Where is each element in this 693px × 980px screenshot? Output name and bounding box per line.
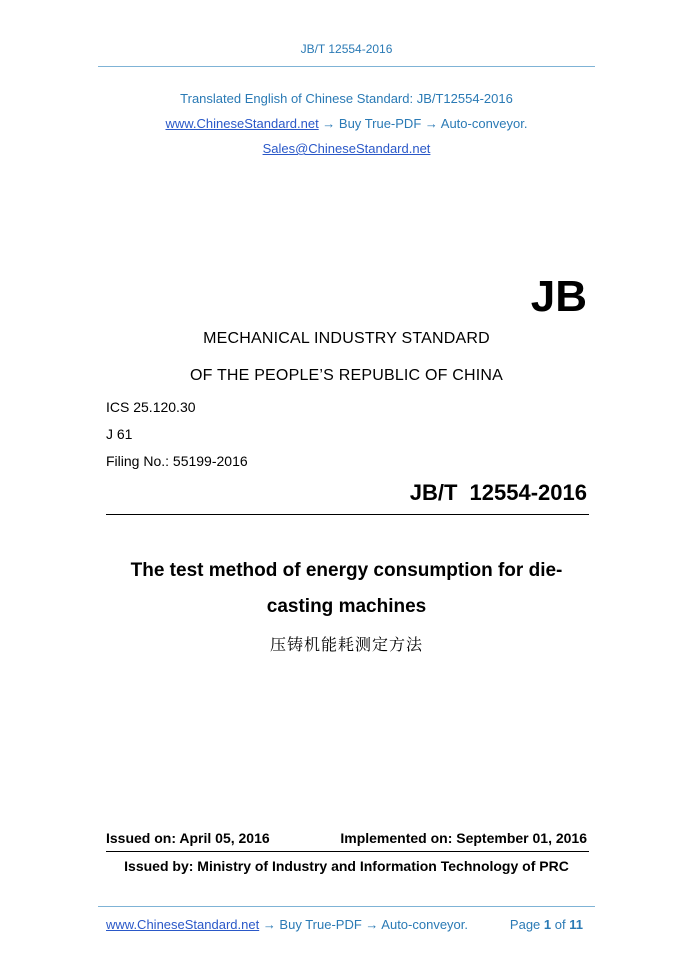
page-current: 1 [543, 917, 552, 932]
title-chinese: 压铸机能耗测定方法 [269, 635, 423, 654]
classification-code: J 61 [106, 426, 133, 442]
footer-site-link[interactable]: www.ChineseStandard.net [106, 917, 260, 932]
title-line2: casting machines [266, 596, 427, 617]
intro-line-translation: Translated English of Chinese Standard: JB/T12554-2016 [180, 91, 513, 106]
jb-logo: JB [530, 272, 587, 321]
issued-on-date: Issued on: April 05, 2016 [106, 830, 270, 846]
page-indicator [510, 917, 583, 932]
page-of-label: of [554, 917, 566, 932]
page-label: Page [509, 917, 541, 932]
page-total: 11 [569, 917, 583, 932]
issuing-authority: Issued by: Ministry of Industry and Information Technology of PRC [124, 858, 569, 874]
standard-category-line1: MECHANICAL INDUSTRY STANDARD [203, 330, 490, 347]
implemented-on-date: Implemented on: September 01, 2016 [340, 830, 587, 846]
footer-purchase-text: → Buy True-PDF → Auto-conveyor. [259, 917, 469, 932]
standard-number-divider [106, 514, 589, 515]
intro-site-link[interactable]: www.ChineseStandard.net [165, 116, 319, 131]
intro-line-purchase [0, 116, 693, 131]
footer-purchase-line [106, 917, 468, 932]
title-line1: The test method of energy consumption for die- [130, 560, 563, 581]
intro-purchase-text: → Buy True-PDF → Auto-conveyor. [318, 116, 528, 131]
ics-code: ICS 25.120.30 [106, 399, 196, 415]
footer-divider [98, 906, 595, 907]
header-divider [98, 66, 595, 67]
dates-divider [106, 851, 589, 852]
sales-email-link[interactable]: Sales@ChineseStandard.net [262, 141, 431, 156]
standard-category-line2: OF THE PEOPLE’S REPUBLIC OF CHINA [189, 367, 504, 384]
header-doc-code: JB/T 12554-2016 [300, 42, 393, 56]
intro-line-sales [0, 141, 693, 156]
filing-number: Filing No.: 55199-2016 [106, 453, 248, 469]
standard-number: JB/T 12554-2016 [409, 480, 587, 505]
